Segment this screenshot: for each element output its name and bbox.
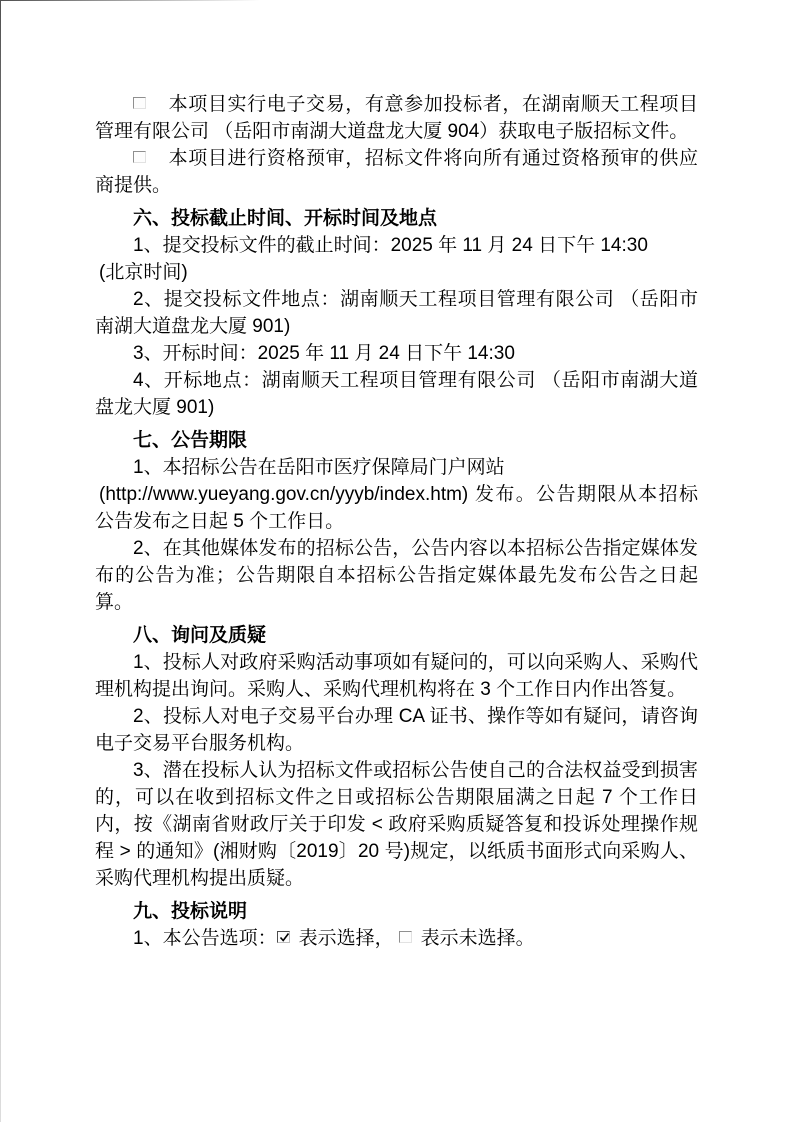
option-electronic-trading xyxy=(95,91,698,145)
checkbox-legend-prefix: 1、本公告选项： xyxy=(133,928,277,949)
bid-deadline-text: 1、提交投标文件的截止时间：2025 年 11 月 24 日下午 14:30 xyxy=(133,235,648,256)
announcement-other-media-item: 2、在其他媒体发布的招标公告，公告内容以本招标公告指定媒体发布的公告为准；公告期限自本招标公告指定媒体最先发布公告之日起算。 xyxy=(95,538,698,613)
section-9-heading: 九、投标说明 xyxy=(133,901,248,922)
option-electronic-trading-text: 本项目实行电子交易，有意参加投标者，在湖南顺天工程项目管理有限公司 （岳阳市南湖大道盘龙大厦 904）获取电子版招标文件。 xyxy=(95,94,698,142)
checkmark-icon xyxy=(278,931,291,944)
challenge-procedure-item: 3、潜在投标人认为招标文件或招标公告使自己的合法权益受到损害的，可以在收到招标文件之日或招标公告期限届满之日起 7 个工作日内，按《湖南省财政厅关于印发 < 政府采购质疑答复和投诉处理操作规程 > 的通知》(湘财购〔2019〕20 号)规定，以纸质书面形式向采购人、采购代理机构提出质疑。 xyxy=(95,760,698,889)
ca-certificate-item: 2、投标人对电子交易平台办理 CA 证书、操作等如有疑问，请咨询电子交易平台服务机构。 xyxy=(95,706,698,754)
announcement-publication-item xyxy=(95,454,698,535)
checked-meaning-text: 表示选择， xyxy=(298,928,394,949)
unchecked-checkbox-icon xyxy=(399,931,412,943)
section-6-heading: 六、投标截止时间、开标时间及地点 xyxy=(133,208,438,229)
beijing-time-note: (北京时间) xyxy=(99,262,188,283)
announcement-site-text: 1、本招标公告在岳阳市医疗保障局门户网站 xyxy=(133,457,505,478)
bid-opening-place-item: 4、开标地点：湖南顺天工程项目管理有限公司 （岳阳市南湖大道盘龙大厦 901) xyxy=(95,370,698,418)
bid-deadline-item xyxy=(95,232,698,286)
unchecked-checkbox-icon xyxy=(133,151,146,163)
checked-checkbox-icon xyxy=(277,931,290,943)
option-prequalification-text: 本项目进行资格预审，招标文件将向所有通过资格预审的供应商提供。 xyxy=(95,148,698,196)
inquiry-item: 1、投标人对政府采购活动事项如有疑问的，可以向采购人、采购代理机构提出询问。采购人、采购代理机构将在 3 个工作日内作出答复。 xyxy=(95,652,698,700)
bid-opening-time-item: 3、开标时间：2025 年 11 月 24 日下午 14:30 xyxy=(133,343,515,364)
section-7-heading: 七、公告期限 xyxy=(133,430,248,451)
option-prequalification xyxy=(95,145,698,199)
announcement-url: (http://www.yueyang.gov.cn/yyyb/index.htm) 发布。公告期限从本招标公告发布之日起 5 个工作日。 xyxy=(95,484,698,532)
unchecked-meaning-text: 表示未选择。 xyxy=(420,928,535,949)
bid-submission-place-item: 2、提交投标文件地点：湖南顺天工程项目管理有限公司 （岳阳市南湖大道盘龙大厦 901) xyxy=(95,289,698,337)
checkbox-legend-item xyxy=(95,925,698,952)
unchecked-checkbox-icon xyxy=(133,97,146,109)
section-8-heading: 八、询问及质疑 xyxy=(133,625,267,646)
page-top-edge-line xyxy=(0,0,260,1)
page-left-edge-line xyxy=(0,0,1,1122)
